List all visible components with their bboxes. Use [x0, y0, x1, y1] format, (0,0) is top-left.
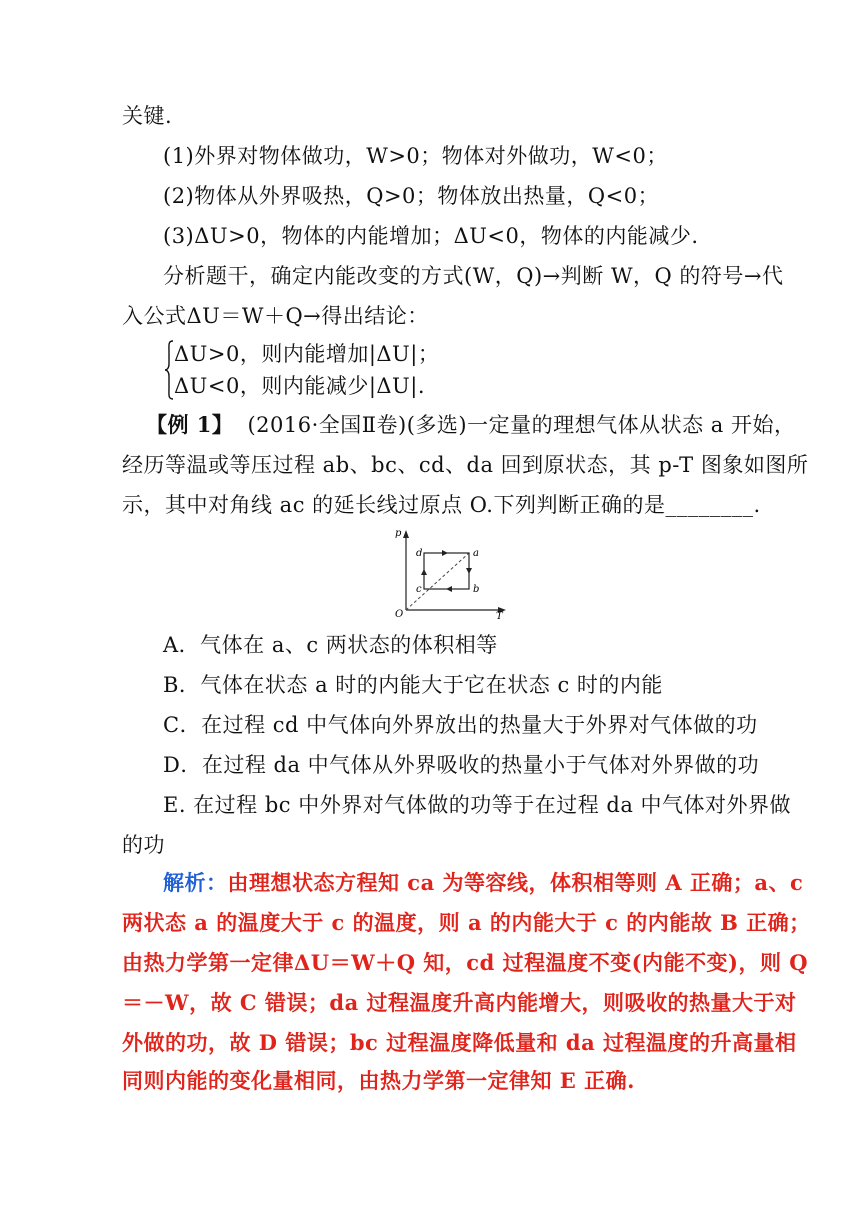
- solution-line-5: 外做的功，故 D 错误；bc 过程温度降低量和 da 过程温度的升高量相: [122, 1030, 797, 1055]
- intro-line-0: 关键.: [122, 104, 173, 128]
- label-b: b: [473, 584, 480, 595]
- cycle-rectangle: [424, 553, 469, 589]
- intro-line-2: (2)物体从外界吸热，Q>0；物体放出热量，Q<0；: [163, 184, 660, 208]
- option-b: B．气体在状态 a 时的内能大于它在状态 c 时的内能: [163, 673, 663, 697]
- p-t-diagram: [392, 528, 522, 620]
- label-T: T: [496, 611, 503, 620]
- option-c: C．在过程 cd 中气体向外界放出的热量大于外界对气体做的功: [163, 713, 758, 737]
- solution-line-4: ＝－W，故 C 错误；da 过程温度升高内能增大，则吸收的热量大于对: [122, 990, 797, 1015]
- label-a: a: [473, 548, 479, 559]
- solution-line-3: 由热力学第一定律ΔU＝W＋Q 知，cd 过程温度不变(内能不变)，则 Q: [122, 950, 809, 975]
- case-line-1: ΔU>0，则内能增加|ΔU|；: [174, 342, 440, 366]
- solution-label: 解析：: [163, 870, 228, 895]
- intro-line-5: 入公式ΔU＝W＋Q→得出结论：: [122, 304, 429, 328]
- label-p: p: [395, 528, 402, 539]
- example-line-1: [146, 410, 795, 440]
- option-e-line-1: E. 在过程 bc 中外界对气体做的功等于在过程 da 中气体对外界做: [163, 793, 792, 817]
- solution-line-2: 两状态 a 的温度大于 c 的温度，则 a 的内能大于 c 的内能故 B 正确；: [122, 910, 811, 935]
- solution-text-1: 由理想状态方程知 ca 为等容线，体积相等则 A 正确；a、c: [227, 870, 804, 895]
- diagonal-ac: [406, 553, 469, 610]
- solution-line-6: 同则内能的变化量相同，由热力学第一定律知 E 正确.: [122, 1068, 635, 1093]
- arrow-bc-icon: [446, 586, 452, 592]
- p-axis-arrow-icon: [403, 530, 409, 538]
- intro-line-4: 分析题干，确定内能改变的方式(W，Q)→判断 W，Q 的符号→代: [163, 264, 784, 288]
- intro-line-3: (3)ΔU>0，物体的内能增加；ΔU<0，物体的内能减少.: [163, 224, 699, 248]
- arrow-cd-icon: [421, 569, 427, 575]
- example-line-3: 示，其中对角线 ac 的延长线过原点 O.下列判断正确的是________.: [122, 493, 761, 517]
- solution-line-1: [163, 868, 803, 898]
- option-e-line-2: 的功: [122, 833, 165, 857]
- label-d: d: [416, 548, 423, 559]
- arrow-ab-icon: [466, 568, 472, 574]
- intro-line-1: (1)外界对物体做功，W>0；物体对外做功，W<0；: [163, 144, 668, 168]
- example-tag: 【例 1】: [146, 412, 234, 437]
- label-O: O: [395, 609, 404, 620]
- case-line-2: ΔU<0，则内能减少|ΔU|.: [174, 374, 426, 398]
- option-d: D．在过程 da 中气体从外界吸收的热量小于气体对外界做的功: [163, 753, 760, 777]
- option-a: A．气体在 a、c 两状态的体积相等: [163, 633, 498, 657]
- example-line-2: 经历等温或等压过程 ab、bc、cd、da 回到原状态，其 p-T 图象如图所: [122, 453, 809, 477]
- curly-brace-icon: [164, 340, 174, 400]
- label-c: c: [416, 584, 422, 595]
- example-text-1: (2016·全国Ⅱ卷)(多选)一定量的理想气体从状态 a 开始，: [247, 413, 796, 437]
- arrow-da-icon: [442, 550, 448, 556]
